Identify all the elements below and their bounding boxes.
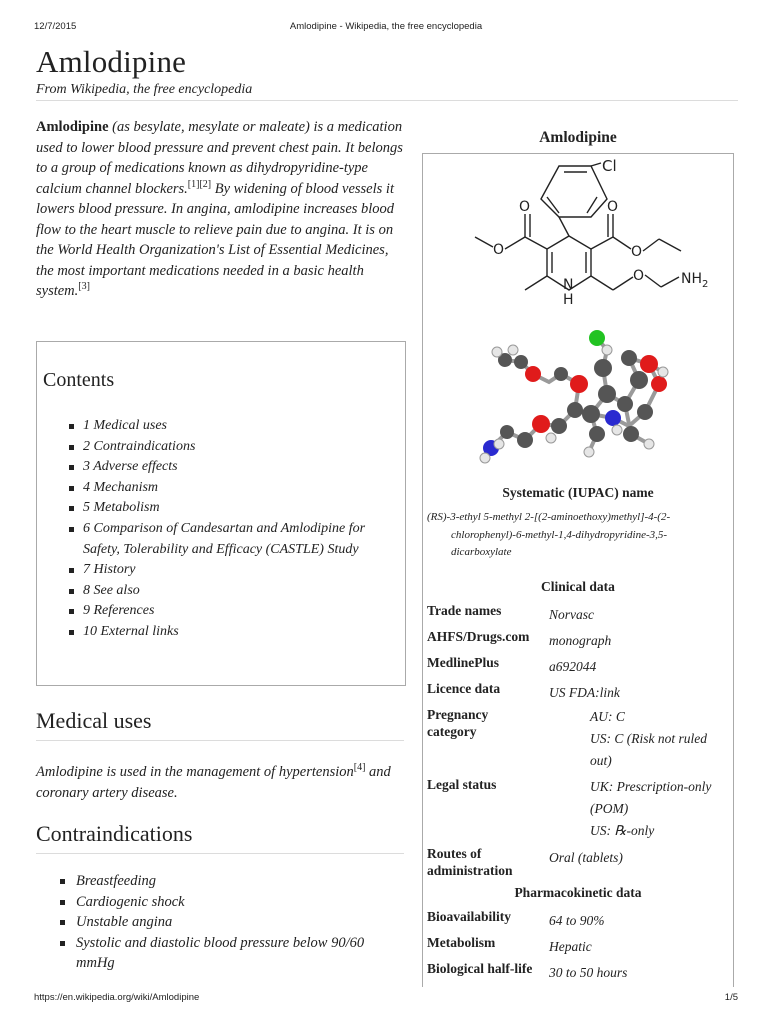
legal-status-label: Legal status [427, 777, 497, 792]
pregnancy-label: Pregnancy category [427, 707, 489, 739]
medlineplus-label: MedlinePlus [427, 655, 500, 670]
iupac-heading: Systematic (IUPAC) name [502, 485, 654, 500]
svg-text:O: O [607, 199, 619, 215]
toc-title: Contents [43, 369, 115, 391]
legal-uk: UK: Prescription-only (POM) [590, 779, 712, 816]
pregnancy-value [590, 706, 730, 772]
list-item: Cardiogenic shock [36, 892, 406, 913]
metabolism-label: Metabolism [427, 935, 496, 950]
ahfs-value[interactable]: monograph [549, 633, 612, 648]
iupac-line-3: dicarboxylate [451, 546, 512, 558]
routes-value: Oral (tablets) [549, 850, 623, 865]
n-label: N [563, 277, 574, 293]
print-page-title: Amlodipine - Wikipedia, the free encyclopedia [289, 21, 483, 32]
toc-list [51, 416, 391, 643]
toc-item-metabolism[interactable]: 5 Metabolism [51, 498, 391, 519]
routes-label: Routes of administration [427, 846, 513, 878]
toc-item-external-links[interactable]: 10 External links [51, 622, 391, 643]
contraindications-heading: Contraindications [36, 821, 193, 846]
list-item: Systolic and diastolic blood pressure below 90/60 mmHg [36, 933, 406, 974]
toc-item-castle-study[interactable]: 6 Comparison of Candesartan and Amlodipine for Safety, Tolerability and Efficacy (CASTLE) Study [51, 519, 391, 560]
trade-names-label: Trade names [427, 603, 502, 618]
toc-item-medical-uses[interactable]: 1 Medical uses [51, 416, 391, 437]
half-life-label: Biological half-life [427, 961, 533, 976]
iupac-line-1: (RS)-3-ethyl 5-methyl 2-[(2-aminoethoxy)methyl]-4-(2- [427, 511, 671, 523]
licence-label: Licence data [427, 681, 501, 696]
pregnancy-us: US: C (Risk not ruled out) [590, 731, 707, 768]
print-footer [34, 992, 738, 1004]
nh2-label: $NH_2$ [681, 271, 709, 290]
print-url[interactable]: https://en.wikipedia.org/wiki/Amlodipine [34, 992, 200, 1003]
ball-and-stick-model-image[interactable] [479, 322, 679, 472]
medical-uses-text-1: Amlodipine is used in the management of hypertension [36, 764, 354, 780]
h-label: H [563, 292, 574, 308]
medlineplus-value[interactable]: a692044 [549, 659, 597, 674]
metabolism-value: Hepatic [549, 939, 592, 954]
pharmacokinetic-heading: Pharmacokinetic data [514, 885, 642, 900]
medical-uses-heading: Medical uses [36, 708, 152, 733]
ahfs-label: AHFS/Drugs.com [427, 629, 530, 644]
toc-item-see-also[interactable]: 8 See also [51, 581, 391, 602]
bioavailability-label: Bioavailability [427, 909, 512, 924]
print-page-number: 1/5 [724, 992, 738, 1003]
toc-item-mechanism[interactable]: 4 Mechanism [51, 478, 391, 499]
medical-uses-paragraph [36, 762, 406, 803]
list-item: Unstable angina [36, 912, 406, 933]
ref-link-4[interactable]: [4] [353, 762, 366, 773]
toc-item-references[interactable]: 9 References [51, 601, 391, 622]
intro-text-2: By widening of blood vessels it lowers blood pressure. In angina, amlodipine increases blood flow to the heart muscle to relieve pain due to angina. It is on the World Health Organization's List of Essential Medicines, the most important medications needed in a basic health system. [36, 180, 395, 299]
skeletal-formula-image[interactable] [453, 157, 709, 309]
iupac-line-2: chlorophenyl)-6-methyl-1,4-dihydropyridine-3,5- [451, 528, 668, 541]
ref-link-3[interactable]: [3] [78, 281, 90, 292]
half-life-value: 30 to 50 hours [549, 965, 628, 980]
contraindications-list [36, 871, 406, 974]
svg-text:O: O [493, 242, 505, 258]
licence-value[interactable]: US FDA:link [549, 685, 620, 700]
toc-item-history[interactable]: 7 History [51, 560, 391, 581]
intro-text-1: (as besylate, mesylate or maleate) is a medication used to lower blood pressure and prevent chest pain. It belongs to a group of medications known as dihydropyridine-type calcium channel blockers. [36, 119, 403, 197]
medical-uses-divider [36, 740, 404, 741]
ref-link-2[interactable]: [2] [199, 178, 212, 190]
pregnancy-au: AU: C [590, 709, 625, 724]
infobox-caption: Amlodipine [539, 129, 617, 146]
toc-item-contraindications[interactable]: 2 Contraindications [51, 437, 391, 458]
article-title: Amlodipine [36, 44, 187, 79]
intro-paragraph [36, 117, 404, 302]
clinical-data-heading: Clinical data [541, 579, 615, 594]
title-divider [36, 100, 738, 101]
medical-uses-text-2: and coronary artery disease. [36, 764, 391, 801]
list-item: Breastfeeding [36, 871, 406, 892]
iupac-name [427, 509, 721, 562]
print-header [34, 21, 738, 33]
article-subtitle: From Wikipedia, the free encyclopedia [36, 82, 253, 97]
svg-text:O: O [633, 268, 645, 284]
svg-text:O: O [519, 199, 531, 215]
trade-names-value[interactable]: Norvasc [549, 607, 594, 622]
ref-link-1[interactable]: [1] [187, 178, 200, 190]
legal-us: US: ℞-only [590, 823, 655, 838]
legal-status-value [590, 776, 730, 842]
drug-infobox [422, 153, 734, 987]
contraindications-divider [36, 853, 404, 854]
intro-bold-term: Amlodipine [36, 119, 109, 135]
cl-label: Cl [602, 157, 617, 175]
svg-text:O: O [631, 244, 643, 260]
print-date: 12/7/2015 [34, 21, 77, 32]
bioavailability-value: 64 to 90% [549, 913, 605, 928]
table-of-contents [36, 341, 406, 686]
toc-item-adverse-effects[interactable]: 3 Adverse effects [51, 457, 391, 478]
